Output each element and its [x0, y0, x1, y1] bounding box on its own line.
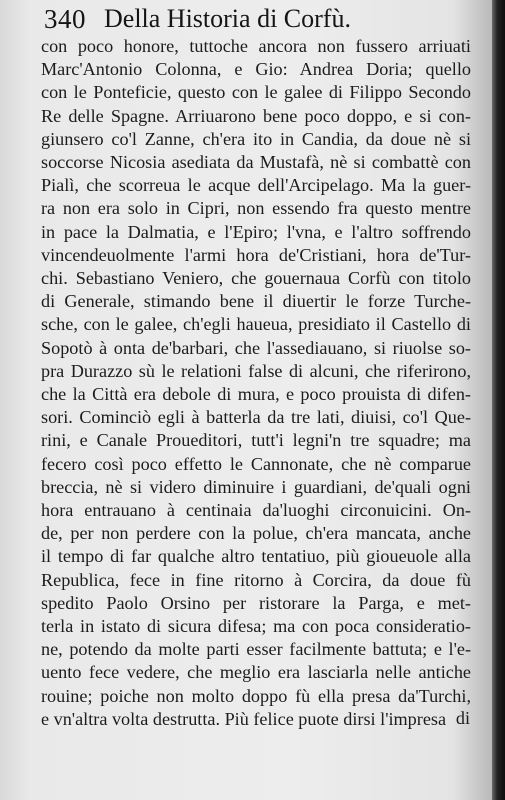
text-line: con le Ponteficie, questo con le galee di Filippo Secondo [41, 82, 471, 103]
text-line: Pialì, che scorreua le acque dell'Arcipelago. Ma la guer- [41, 175, 471, 196]
text-line: hora entrauano à centinaia da'luoghi circonuicini. On- [41, 500, 471, 520]
text-line: pra Durazzo sù le relationi false di alcuni, che riferirono, [41, 360, 471, 381]
text-line: in pace la Dalmatia, e l'Epiro; l'vna, e l'altro soffrendo [41, 221, 471, 242]
text-line: vincendeuolmente l'armi hora de'Cristiani, hora de'Tur- [41, 244, 471, 265]
text-line: e vn'altra volta destrutta. Più felice puote dirsi l'impresa [41, 708, 447, 729]
text-line: giunsero co'l Zanne, ch'era ito in Candia, da doue nè si [41, 128, 471, 149]
text-line: spedito Paolo Orsino per ristorare la Parga, e met- [41, 592, 471, 613]
text-line: Re delle Spagne. Arriuarono bene poco doppo, e si con- [41, 105, 471, 126]
text-line: breccia, nè si videro diminuire i guardiani, de'quali ogni [41, 476, 471, 497]
text-line: de, per non perdere con la polue, ch'era mancata, anche [41, 523, 471, 544]
text-line: uento fece vedere, che meglio era lasciarla nelle antiche [41, 662, 471, 683]
text-line: di Generale, stimando bene il diuertir le forze Turche- [41, 291, 471, 312]
text-line: sche, con le galee, ch'egli haueua, presidiato il Castello di [41, 314, 471, 335]
text-line: ne, potendo da molte parti esser facilmente battuta; e l'e- [41, 639, 471, 660]
text-line: con poco honore, tuttoche ancora non fussero arriuati [41, 36, 471, 56]
running-title: Della Historia di Corfù. [104, 4, 351, 33]
text-line: rouine; poiche non molto doppo fù ella presa da'Turchi, [41, 685, 471, 706]
text-line: che la Città era debole di mura, e poco prouista di difen- [41, 384, 471, 404]
text-line: Marc'Antonio Colonna, e Gio: Andrea Doria; quello [41, 59, 471, 80]
page-edge-shadow [492, 0, 505, 800]
text-line: sori. Cominciò egli à batterla da tre lati, diuisi, co'l Que- [41, 407, 471, 428]
text-line: fecero così poco effetto le Cannonate, che nè comparue [41, 453, 471, 474]
text-line: ra non era solo in Cipri, non essendo fra questo mentre [41, 198, 471, 219]
text-line: chi. Sebastiano Veniero, che gouernaua Corfù con titolo [41, 268, 471, 288]
text-line: il tempo di far qualche altro tentatiuo, più gioueuole alla [41, 546, 471, 567]
catchword: di [455, 708, 470, 728]
text-line: terla in istato di sicura difesa; ma con poca consideratio- [41, 616, 471, 636]
text-line: Sopotò à onta de'barbari, che l'assediauano, si riuolse so- [41, 337, 471, 358]
page-header [0, 0, 492, 36]
text-line: Republica, fece in fine ritorno à Corcira, da doue fù [41, 569, 471, 590]
page-number: 340 [44, 4, 86, 34]
text-line: soccorse Nicosia asediata da Mustafà, nè si combattè con [41, 152, 471, 172]
text-line: rini, e Canale Proueditori, tutt'i legni'n tre squadre; ma [41, 430, 471, 451]
